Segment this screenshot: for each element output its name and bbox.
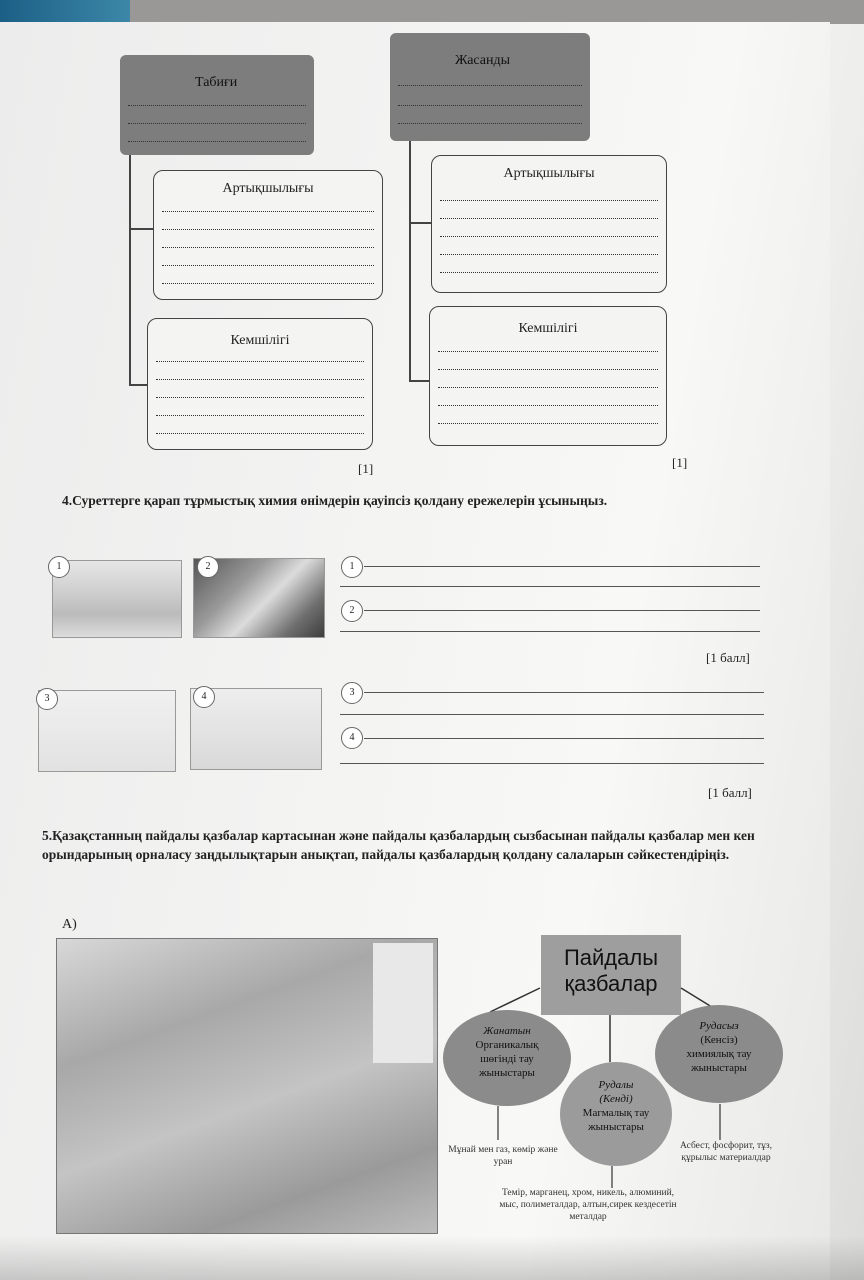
shadow-overlay [0,1236,864,1280]
answer-line[interactable] [162,247,374,248]
image-number-badge: 3 [36,688,58,710]
non-ore-ellipse [655,1005,783,1103]
connector-line [409,222,431,224]
answer-line[interactable] [340,763,764,764]
answer-line[interactable] [364,566,760,567]
connector-line [129,155,131,385]
answer-line[interactable] [440,200,658,201]
disadvantages-label: Кемшілігі [230,333,290,348]
connector-line [129,228,153,230]
answer-number-badge: 4 [341,727,363,749]
ore-desc: Магмалық тау жыныстары [582,1107,650,1133]
answer-line[interactable] [162,211,374,212]
image-number-badge: 1 [48,556,70,578]
answer-line[interactable] [364,692,764,693]
score-mark-left: [1] [358,461,374,476]
ore-sub: (Кенді) [599,1093,633,1105]
artificial-disadvantages-box [429,306,667,446]
kazakhstan-minerals-map [56,938,438,1234]
answer-number-badge: 2 [341,600,363,622]
dotted-line [398,85,582,86]
answer-line[interactable] [364,610,760,611]
ore-name: Рудалы [598,1079,634,1091]
dotted-line [128,123,306,124]
dotted-line [128,141,306,142]
connector-line [129,384,147,386]
image-number-badge: 2 [197,556,219,578]
natural-label: Табиғи [195,75,238,90]
score-label: [1 балл] [706,650,750,665]
dotted-line [128,105,306,106]
combustible-desc: Органикалық шөгінді тау жыныстары [475,1039,539,1079]
natural-advantages-box [153,170,383,300]
non-ore-examples: Асбест, фосфорит, тұз, құрылыс материалдар [680,1141,772,1163]
artificial-advantages-box [431,155,667,293]
image-number-badge: 4 [193,686,215,708]
answer-line[interactable] [364,738,764,739]
artificial-header-box [390,33,590,141]
non-ore-sub: (Кенсіз) [700,1034,738,1046]
schema-title-line1: Пайдалы [563,945,659,970]
score-mark-right: [1] [672,455,688,470]
answer-number-badge: 3 [341,682,363,704]
connector-line [409,380,429,382]
answer-line[interactable] [340,631,760,632]
answer-number-badge: 1 [341,556,363,578]
answer-line[interactable] [438,351,658,352]
combustible-examples: Мұнай мен газ, көмір және уран [448,1145,558,1167]
answer-line[interactable] [156,433,364,434]
advantages-label: Артықшылығы [222,181,314,196]
ore-examples: Темір, марганец, хром, никель, алюминий, мыс, полиметалдар, алтын,сирек кездесетін металдар [499,1188,677,1222]
natural-header-box [120,55,314,155]
book-cover-edge [0,0,130,24]
score-label: [1 балл] [708,785,752,800]
answer-line[interactable] [156,361,364,362]
answer-line[interactable] [156,415,364,416]
artificial-label: Жасанды [455,53,511,68]
answer-line[interactable] [156,397,364,398]
answer-line[interactable] [440,254,658,255]
combustible-name: Жанатын [483,1025,531,1037]
dotted-line [398,123,582,124]
map-legend [373,943,433,1063]
connector-line [409,141,411,381]
answer-line[interactable] [438,387,658,388]
question-5-text: 5.Қазақстанның пайдалы қазбалар картасынан және пайдалы қазбалардың сызбасынан пайдалы қазбалар мен кен орындарының орналасу заңдылықтарын анықтап, пайдалы қазбалардың қолдану салаларын сәйкестендіріңіз. [42,828,755,862]
combustible-ellipse [443,1010,571,1106]
answer-line[interactable] [440,236,658,237]
answer-line[interactable] [438,369,658,370]
part-label: А) [62,917,77,932]
advantages-label: Артықшылығы [503,166,595,181]
image-spill-drawing [38,690,176,772]
answer-line[interactable] [162,265,374,266]
answer-line[interactable] [340,714,764,715]
non-ore-desc: химиялық тау жыныстары [686,1048,752,1074]
image-household-chemicals [52,560,182,638]
answer-line[interactable] [438,423,658,424]
answer-line[interactable] [340,586,760,587]
non-ore-name: Рудасыз [699,1020,739,1032]
answer-line[interactable] [438,405,658,406]
answer-line[interactable] [156,379,364,380]
dotted-line [398,105,582,106]
answer-line[interactable] [162,283,374,284]
question-4-text: 4.Суреттерге қарап тұрмыстық химия өнімдерін қауіпсіз қолдану ережелерін ұсыныңыз. [62,493,608,508]
natural-disadvantages-box [147,318,373,450]
answer-line[interactable] [162,229,374,230]
schema-title-line2: қазбалар [564,971,658,996]
answer-line[interactable] [440,218,658,219]
answer-line[interactable] [440,272,658,273]
disadvantages-label: Кемшілігі [518,321,578,336]
